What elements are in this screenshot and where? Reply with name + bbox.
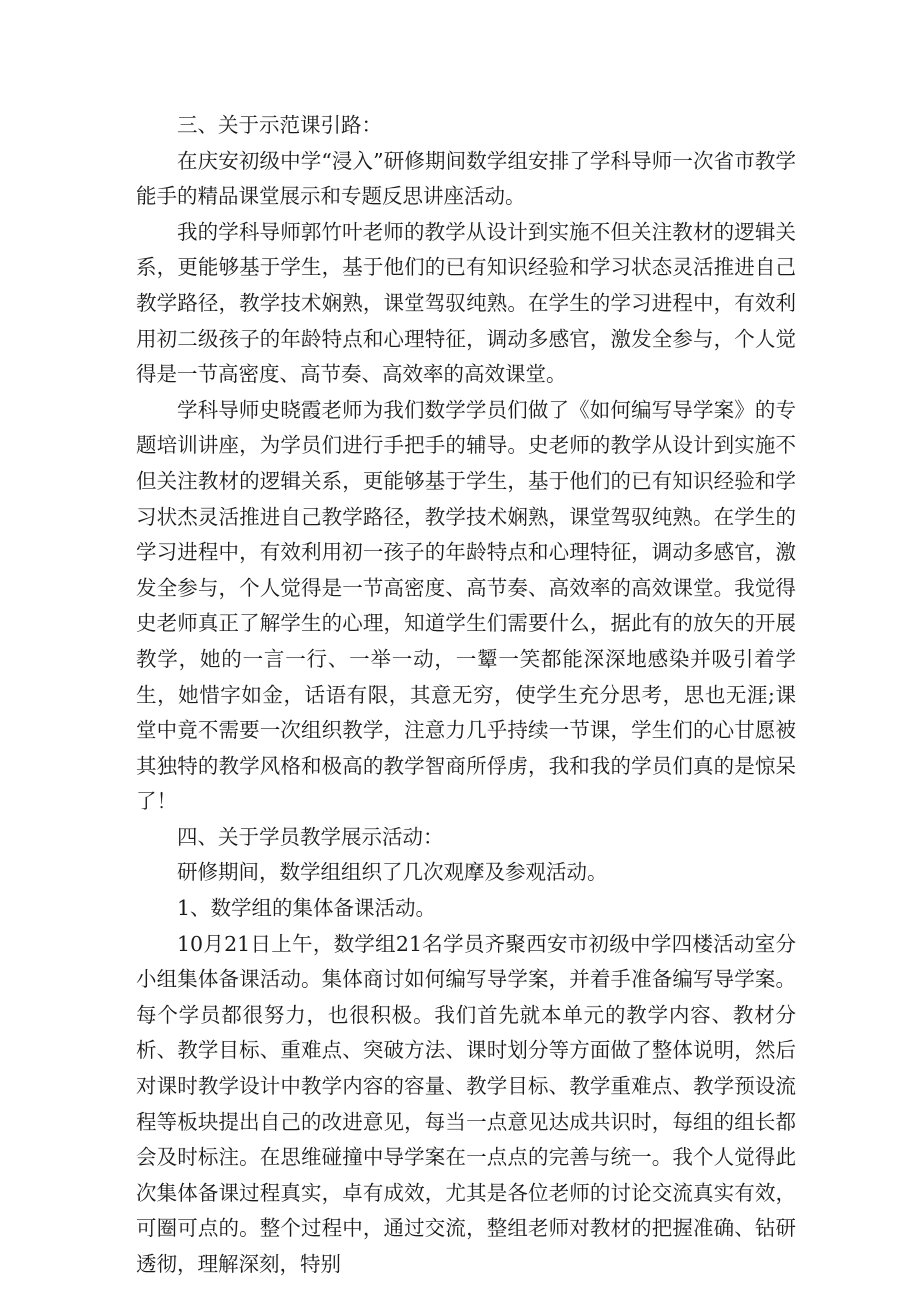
- paragraph-mentor-guo: 我的学科导师郭竹叶老师的教学从设计到实施不但关注教材的逻辑关系，更能够基于学生，基于他们的已有知识经验和学习状态灵活推进自己教学路径，教学技术娴熟，课堂驾驭纯熟。在学生的学习进程中，有效利用初二级孩子的年龄特点和心理特征，调动多感官，激发全参与，个人觉得是一节高密度、高节奏、高效率的高效课堂。: [136, 219, 796, 387]
- section-heading-demo-lesson: 三、关于示范课引路：: [177, 113, 382, 137]
- paragraph-activities: 研修期间，数学组组织了几次观摩及参观活动。: [177, 860, 608, 885]
- paragraph-mentor-shi: 学科导师史晓霞老师为我们数学学员们做了《如何编写导学案》的专题培训讲座，为学员们进行手把手的辅导。史老师的教学从设计到实施不但关注教材的逻辑关系，更能够基于学生，基于他们的已有知识经验和学习状杰灵活推进自己教学路径，教学技术娴熟，课堂驾驭纯熟。在学生的学习进程中，有效利用初一孩子的年龄特点和心理特征，调动多感官，激发全参与，个人觉得是一节高密度、高节奏、高效率的高效课堂。我觉得史老师真正了解学生的心理，知道学生们需要什么，据此有的放矢的开展教学，她的一言一行、一举一动，一颦一笑都能深深地感染并吸引着学生，她惜字如金，话语有限，其意无穷，使学生充分思考，思也无涯;课堂中竟不需要一次组织教学，注意力几乎持续一节课，学生们的心甘愿被其独特的教学风格和极高的教学智商所俘虏，我和我的学员们真的是惊呆了！: [136, 397, 796, 814]
- subheading-group-lesson-prep: 1、数学组的集体备课活动。: [177, 896, 437, 921]
- paragraph-intro: 在庆安初级中学“浸入”研修期间数学组安排了学科导师一次省市教学能手的精品课堂展示和专题反思讲座活动。: [136, 148, 796, 209]
- document-page: [136, 108, 796, 1283]
- paragraph-lesson-prep: 10月21日上午，数学组21名学员齐聚西安市初级中学四楼活动室分小组集体备课活动。集体商讨如何编写导学案，并着手准备编写导学案。每个学员都很努力，也很积极。我们首先就本单元的教学内容、教材分析、教学目标、重难点、突破方法、课时划分等方面做了整体说明，然后对课时教学设计中教学内容的容量、教学目标、教学重难点、教学预设流程等板块提出自己的改进意见，每当一点意见达成共识时，每组的组长都会及时标注。在思维碰撞中导学案在一点点的完善与统一。我个人觉得此次集体备课过程真实，卓有成效，尤其是各位老师的讨论交流真实有效，可圈可点的。整个过程中，通过交流，整组老师对教材的把握准确、钻研透彻，理解深刻，特别: [136, 931, 796, 1276]
- section-heading-trainee-showcase: 四、关于学员教学展示活动：: [177, 824, 444, 849]
